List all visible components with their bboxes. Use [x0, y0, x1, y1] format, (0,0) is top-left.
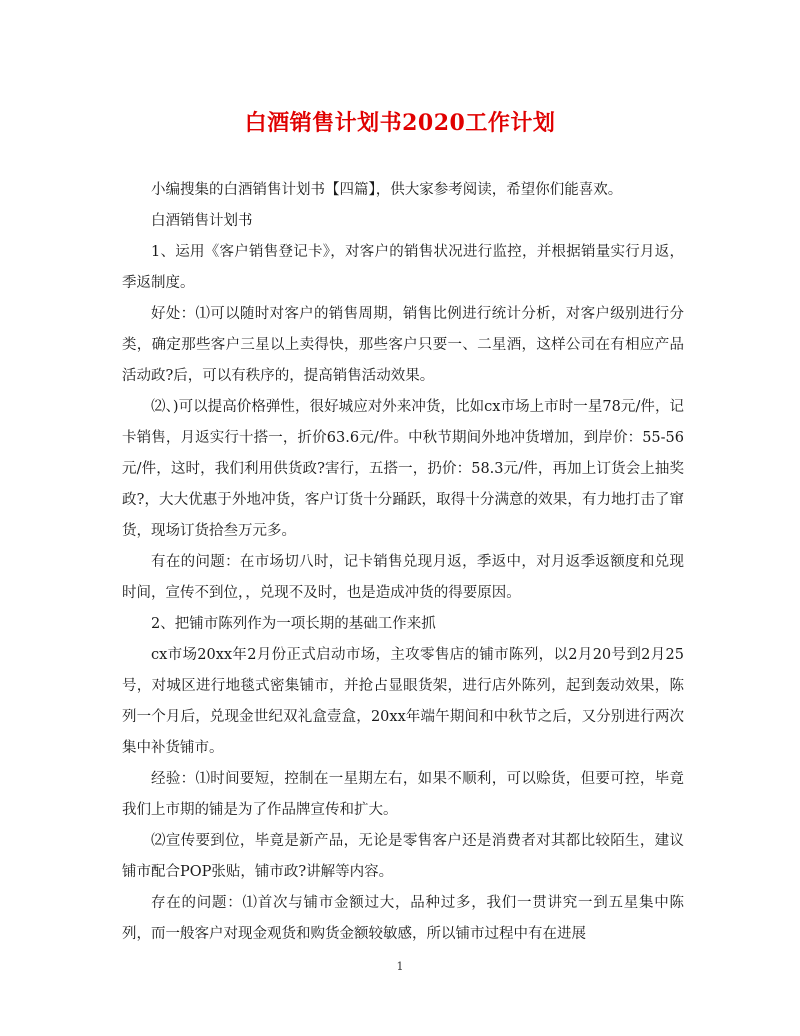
paragraph: 好处：⑴可以随时对客户的销售周期，销售比例进行统计分析，对客户级别进行分类，确定那些客户三星以上卖得快，那些客户只要一、二星酒，这样公司在有相应产品活动政?后，可以有秩序的，提高销售活动效果。: [122, 306, 684, 384]
paragraph: 有在的问题：在市场切八时，记卡销售兑现月返，季返中，对月返季返额度和兑现时间，宣传不到位，，兑现不及时，也是造成冲货的得要原因。: [122, 554, 684, 601]
paragraph: 1、运用《客户销售登记卡》，对客户的销售状况进行监控，并根据销量实行月返，季返制度。: [122, 244, 684, 291]
paragraph: cx市场20xx年2月份正式启动市场，主攻零售店的铺市陈列，以2月20号到2月25号，对城区进行地毯式密集铺市，并抢占显眼货架，进行店外陈列，起到轰动效果，陈列一个月后，兑现金世纪双礼盒壹盒，20xx年端午期间和中秋节之后，又分别进行两次集中补货铺市。: [122, 647, 684, 756]
document-body: [122, 175, 684, 950]
document-title: 白酒销售计划书2020工作计划: [244, 110, 556, 136]
paragraph: ⑵宣传要到位，毕竟是新产品，无论是零售客户还是消费者对其都比较陌生，建议铺市配合POP张贴，铺市政?讲解等内容。: [122, 833, 684, 880]
page-number: 1: [396, 960, 404, 973]
paragraph: 小编搜集的白酒销售计划书【四篇】，供大家参考阅读，希望你们能喜欢。: [151, 182, 623, 198]
paragraph: 2、把铺市陈列作为一项长期的基础工作来抓: [151, 616, 436, 632]
paragraph: 经验：⑴时间要短，控制在一星期左右，如果不顺利，可以赊货，但要可控，毕竟我们上市期的铺是为了作品牌宣传和扩大。: [122, 771, 684, 818]
paragraph: 存在的问题：⑴首次与铺市金额过大，品种过多，我们一贯讲究一到五星集中陈列，而一般客户对现金观货和购货金额较敏感，所以铺市过程中有在进展: [122, 895, 684, 942]
paragraph: 白酒销售计划书: [151, 213, 253, 229]
paragraph: ⑵、)可以提高价格弹性，很好城应对外来冲货，比如cx市场上市时一星78元/件，记卡销售，月返实行十搭一，折价63.6元/件。中秋节期间外地冲货增加，到岸价：55-56元/件，这时，我们利用供货政?害行，五搭一，扔价：58.3元/件，再加上订货会上抽奖政?，大大优惠于外地冲货，客户订货十分踊跃，取得十分满意的效果，有力地打击了窜货，现场订货拾叁万元多。: [122, 399, 684, 539]
